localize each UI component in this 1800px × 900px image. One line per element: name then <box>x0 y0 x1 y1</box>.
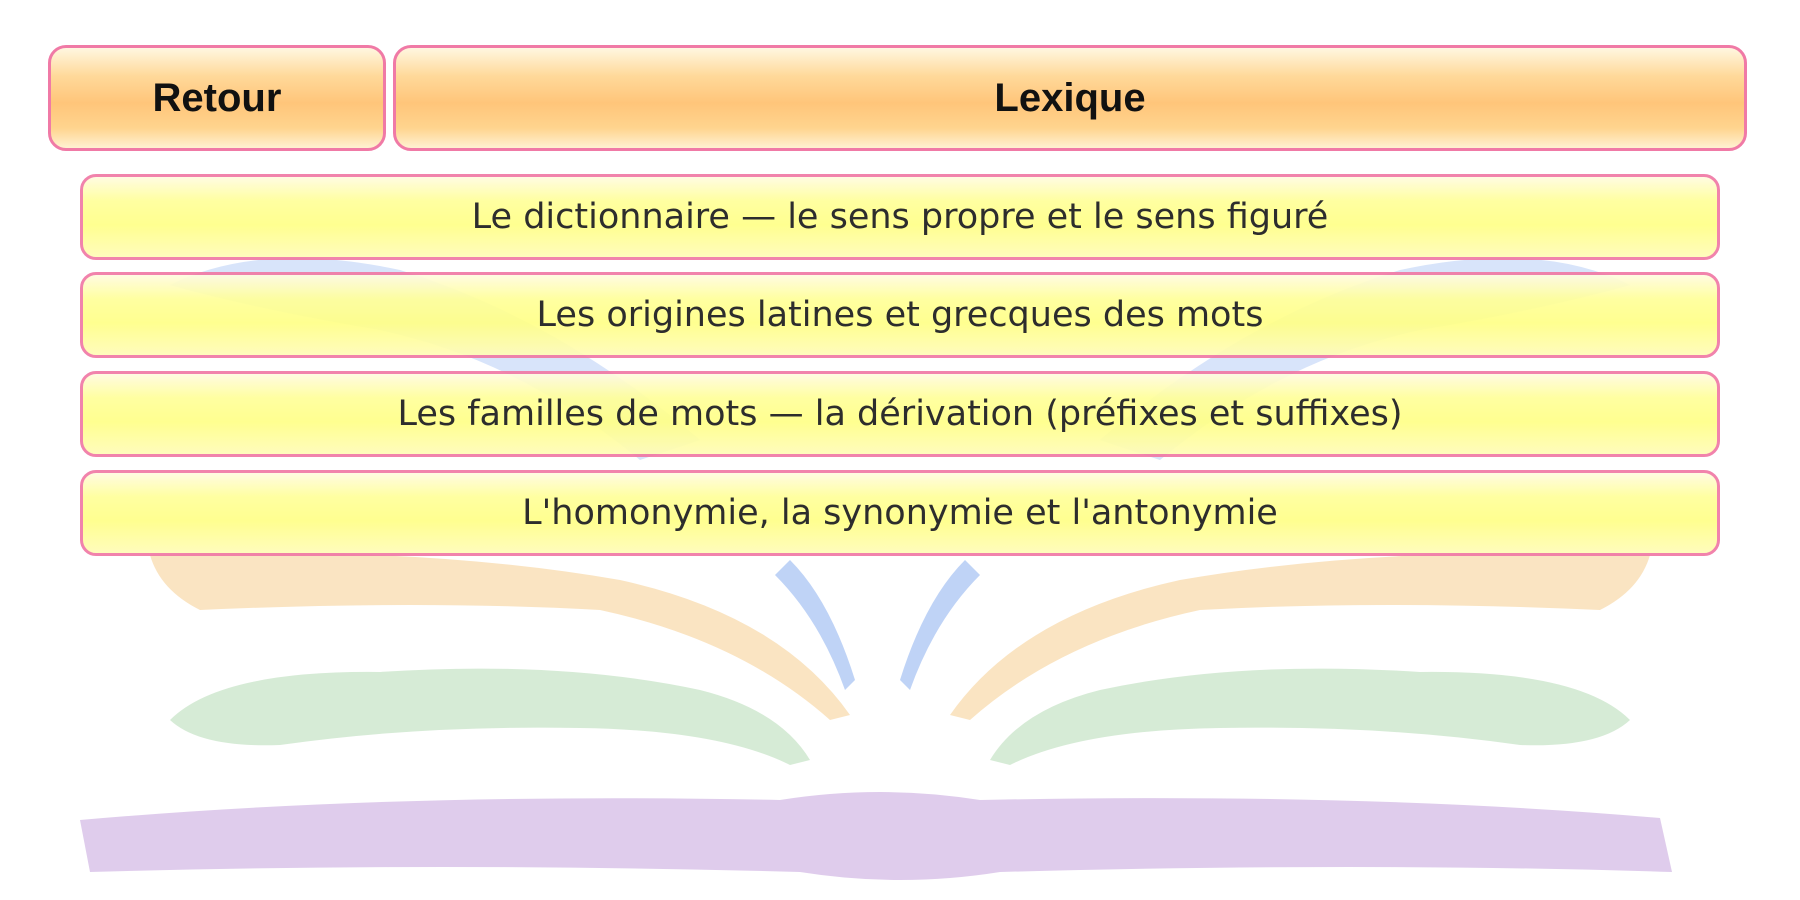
book-green-right <box>990 669 1630 765</box>
page-title: Lexique <box>994 75 1146 120</box>
menu-item-label: Les origines latines et grecques des mots <box>536 295 1264 335</box>
menu-item-label: L'homonymie, la synonymie et l'antonymie <box>522 493 1278 533</box>
menu-item-origines[interactable] <box>80 272 1720 358</box>
back-button[interactable] <box>48 45 386 151</box>
menu-item-familles[interactable] <box>80 371 1720 457</box>
menu-item-homonymie[interactable] <box>80 470 1720 556</box>
back-button-label: Retour <box>152 75 282 120</box>
book-purple-base <box>80 792 1672 880</box>
book-blue-center-right <box>900 560 980 690</box>
menu-item-label: Le dictionnaire — le sens propre et le sens figuré <box>471 197 1329 237</box>
page-title-bar <box>393 45 1747 151</box>
book-green-left <box>170 669 810 765</box>
menu-item-dictionnaire[interactable] <box>80 174 1720 260</box>
menu-item-label: Les familles de mots — la dérivation (préfixes et suffixes) <box>397 394 1403 434</box>
